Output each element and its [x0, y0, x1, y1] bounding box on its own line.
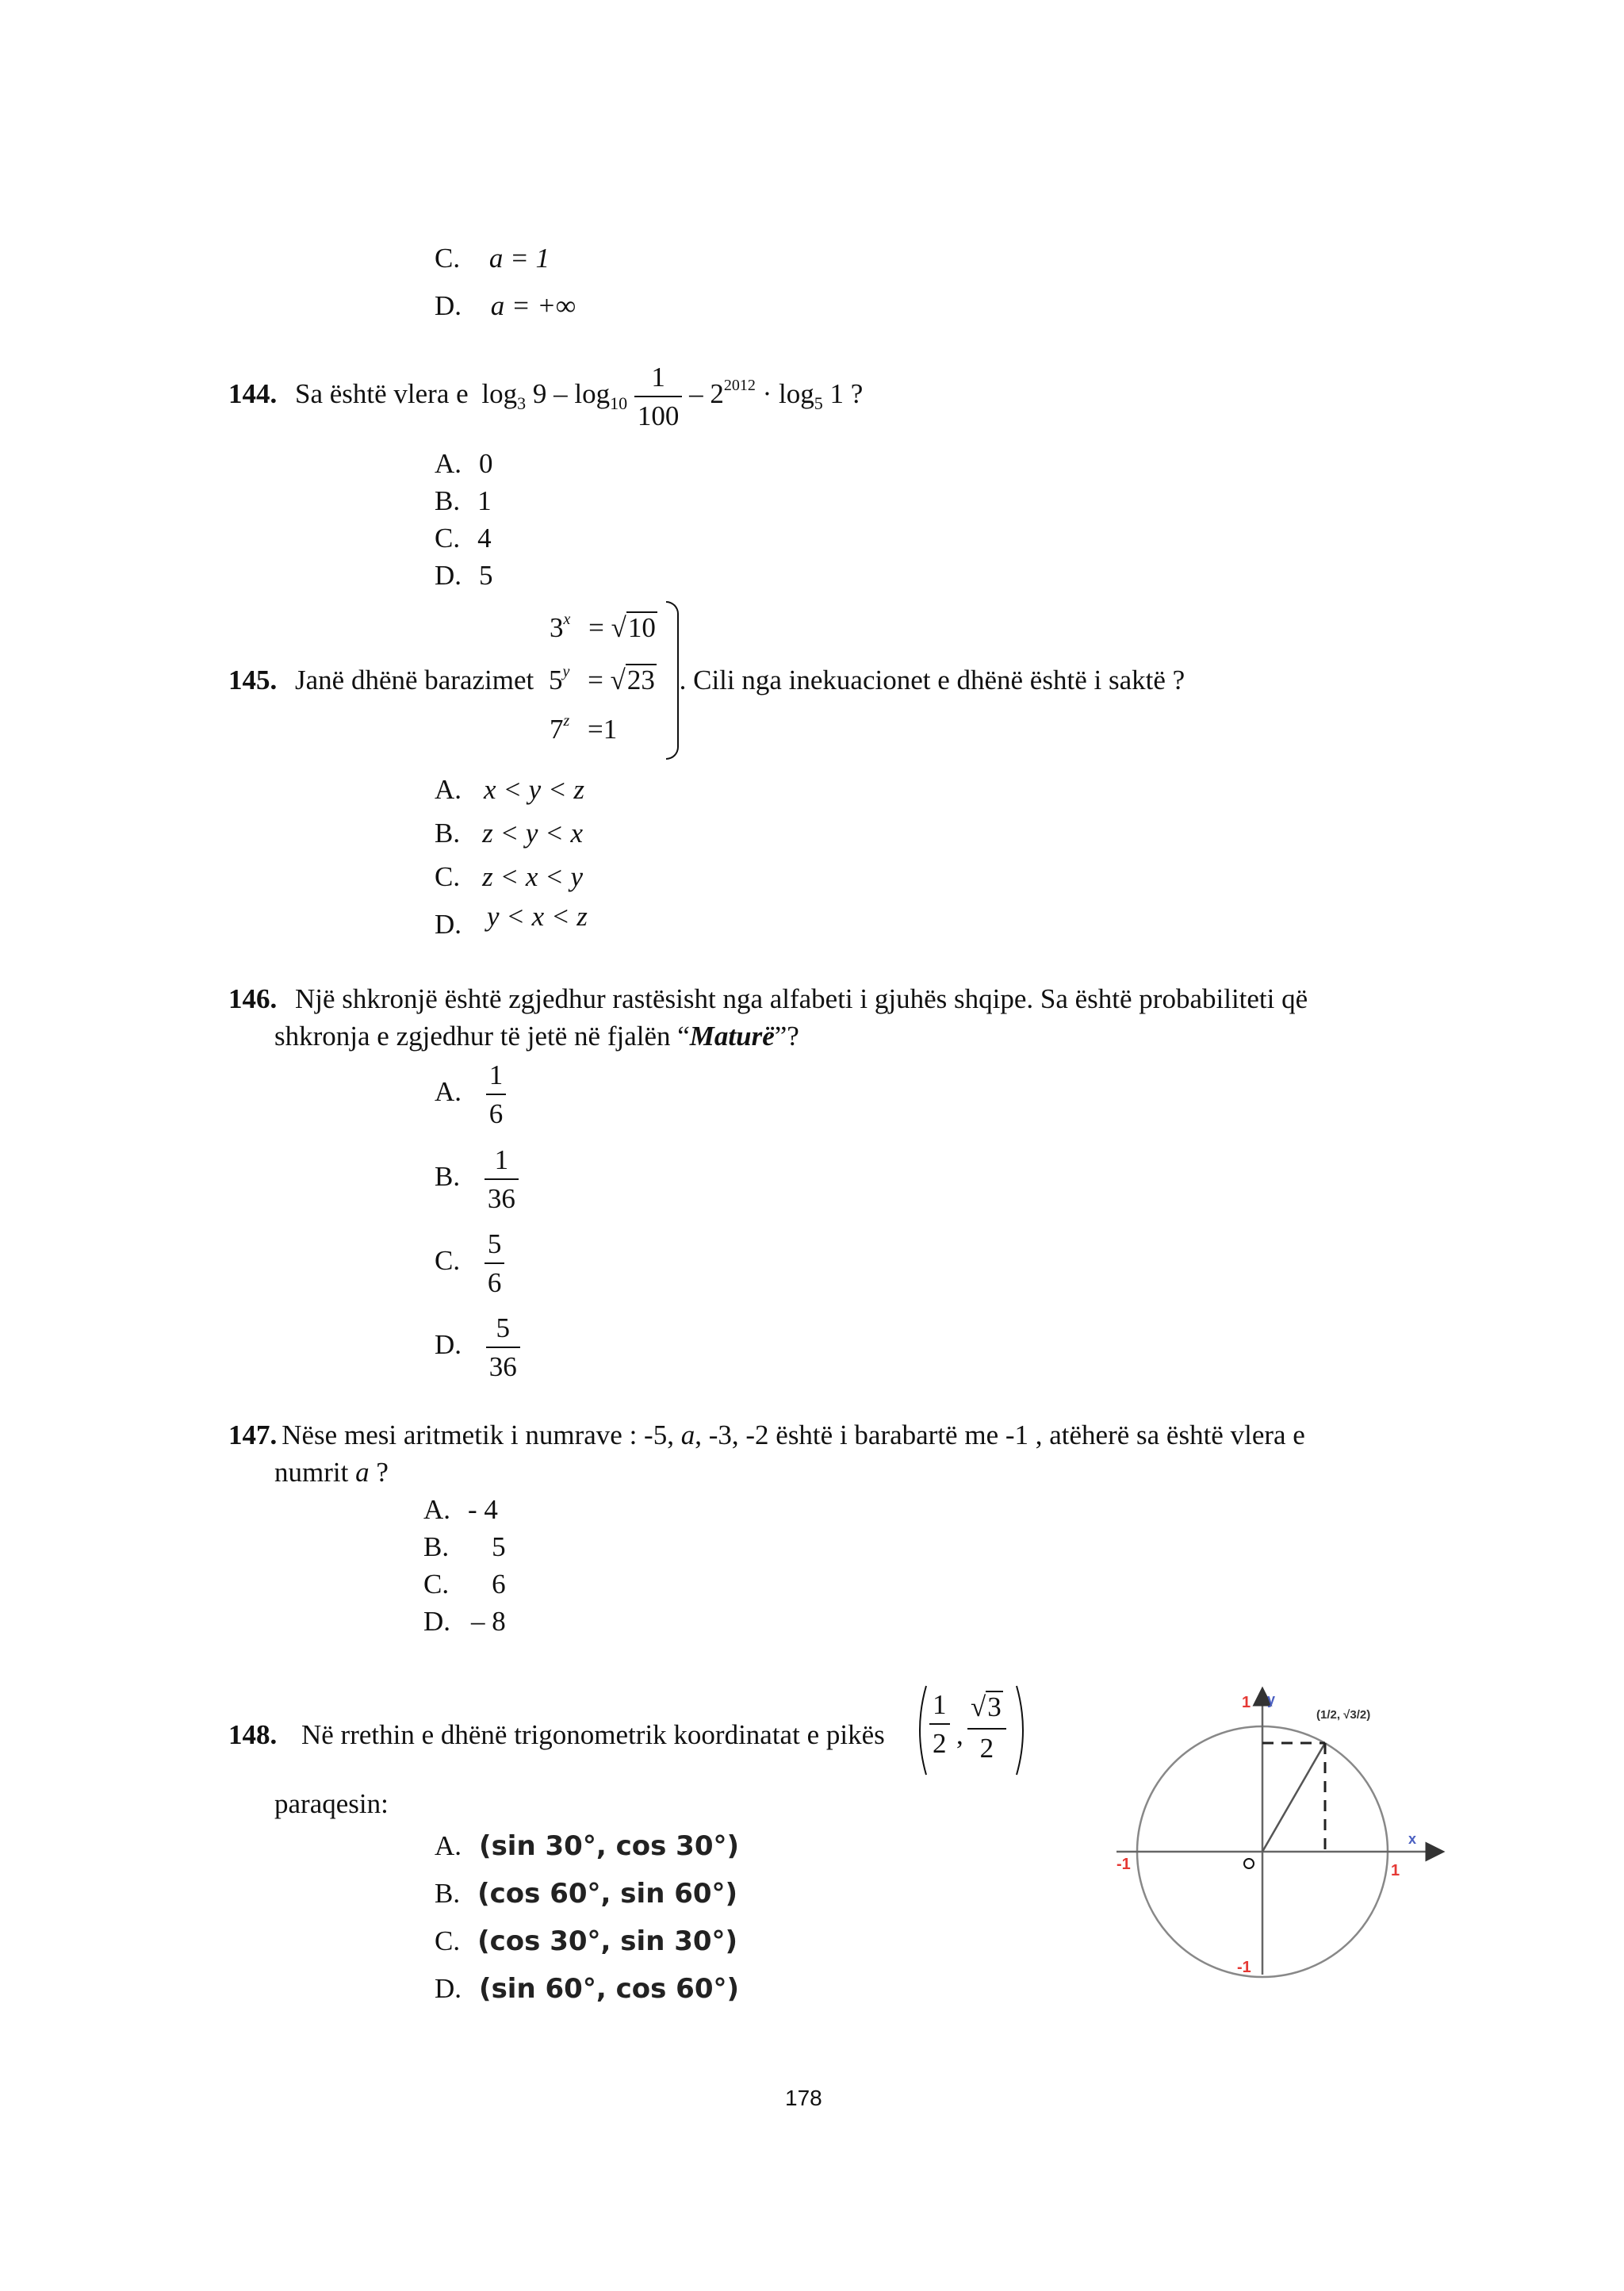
q146-option-a	[435, 1061, 506, 1128]
option-label: B.	[435, 1161, 461, 1193]
q145-option-d	[435, 909, 462, 941]
option-value: 5	[492, 1531, 506, 1562]
option-label: C.	[435, 861, 461, 892]
eq-exponent: y	[562, 663, 570, 680]
option-label: A.	[435, 1830, 462, 1861]
q148-option-c	[435, 1925, 737, 1957]
fraction	[967, 1691, 1006, 1762]
q144-option-a	[435, 448, 493, 480]
option-value: a = +∞	[490, 290, 576, 321]
fraction-numerator: 5	[487, 1228, 502, 1259]
q145-equation-3	[550, 712, 617, 745]
question-text: Një shkronjë është zgjedhur rastësisht nga alfabeti i gjuhës shqipe. Sa është probabiliteti që	[295, 983, 1308, 1014]
option-value: 0	[479, 448, 493, 479]
log-base: 5	[814, 393, 823, 414]
option-value: (sin 30°, cos 30°)	[479, 1830, 740, 1862]
q145-equation-2: 5$^y$ = √23	[548, 663, 655, 695]
question-text: Nëse mesi aritmetik i numrave : -5,	[282, 1419, 681, 1450]
fraction	[486, 1061, 507, 1128]
fraction-denominator: 2	[929, 1723, 950, 1757]
log-base: 3	[517, 393, 527, 414]
fraction-numerator: 1	[494, 1144, 509, 1175]
log-word: log	[481, 378, 518, 410]
right-label: 1	[1391, 1862, 1400, 1879]
question-number: 144.	[228, 378, 278, 410]
option-value: z < y < x	[482, 818, 584, 849]
fraction-numerator: √3	[971, 1691, 1002, 1722]
option-label: D.	[435, 1329, 462, 1361]
point-label: (1/2, √3/2)	[1316, 1708, 1371, 1722]
fraction-numerator: 1	[488, 1059, 504, 1090]
q148-option-a	[435, 1830, 739, 1862]
fraction-denominator: 36	[486, 1347, 520, 1381]
option-label: B.	[435, 818, 461, 849]
q145-option-d-value	[487, 901, 588, 933]
question-text: . Cili nga inekuacionet e dhënë është i saktë ?	[679, 665, 1185, 695]
q146-option-b	[435, 1146, 519, 1213]
log-base: 10	[610, 393, 628, 414]
q148-question	[228, 1719, 885, 1751]
option-label: A.	[435, 774, 462, 805]
question-number: 147.	[228, 1419, 278, 1450]
option-value: a = 1	[488, 243, 550, 274]
q147-option-b	[423, 1531, 506, 1563]
variable: a	[680, 1419, 695, 1450]
exponent: 2012	[723, 377, 756, 395]
left-label: -1	[1116, 1856, 1131, 1873]
sqrt-radicand: 10	[627, 612, 656, 643]
highlighted-word: Maturë	[689, 1021, 775, 1052]
q146-question-line2	[274, 1021, 799, 1052]
fraction-numerator: 1	[651, 362, 665, 393]
option-value: z < x < y	[482, 861, 584, 892]
question-text: ”?	[774, 1021, 799, 1052]
option-label: A.	[435, 1076, 462, 1108]
sqrt-radicand: 23	[626, 665, 655, 695]
question-text: , -3, -2 është i barabartë me -1 , atëherë sa është vlera e	[695, 1419, 1305, 1450]
option-label: D.	[435, 1973, 462, 2004]
eq-base: 5	[548, 665, 563, 695]
fraction-numerator: 1	[933, 1689, 947, 1720]
q147-option-d	[423, 1606, 506, 1638]
option-value: 5	[479, 560, 493, 591]
x-axis-label: x	[1408, 1831, 1417, 1847]
fraction-denominator: 100	[634, 396, 683, 430]
radius-line	[1262, 1743, 1325, 1852]
option-label: B.	[435, 1878, 461, 1909]
y-axis-label: y	[1267, 1691, 1276, 1707]
fraction-numerator: 5	[496, 1312, 511, 1343]
q145-option-a	[435, 774, 584, 806]
q147-option-a	[423, 1494, 498, 1526]
page-number	[785, 2086, 822, 2111]
option-value: (sin 60°, cos 60°)	[479, 1973, 740, 2005]
option-value: y < x < z	[487, 901, 588, 932]
option-label: A.	[423, 1494, 451, 1525]
question-text: paraqesin:	[274, 1788, 389, 1819]
eq-exponent: z	[563, 712, 570, 730]
q145-equation-1: 3$^x$ = √10	[550, 611, 656, 643]
fraction	[634, 363, 683, 430]
fraction-denominator: 2	[967, 1728, 1006, 1762]
page-number-text: 178	[785, 2086, 822, 2110]
log-word: log	[779, 378, 814, 410]
question-text: ?	[369, 1457, 389, 1488]
q144-option-b	[435, 485, 492, 517]
unit-circle-diagram	[1102, 1685, 1451, 1986]
option-label: B.	[423, 1531, 450, 1562]
option-label: C.	[423, 1569, 450, 1599]
comma: ,	[956, 1719, 963, 1750]
log-arg: 9	[532, 378, 547, 410]
q143-option-d	[435, 290, 576, 322]
log-word: log	[574, 378, 611, 410]
option-value: 6	[492, 1569, 506, 1599]
fraction	[486, 1314, 520, 1381]
eq-sign: =	[588, 665, 603, 695]
question-number: 145.	[228, 665, 278, 695]
question-number: 146.	[228, 983, 278, 1014]
q147-question	[228, 1419, 1305, 1451]
eq-rhs: =1	[588, 714, 618, 745]
q144-option-d	[435, 560, 493, 592]
option-label: D.	[435, 909, 462, 940]
eq-base: 3	[550, 612, 564, 643]
sqrt-radicand: 3	[987, 1691, 1002, 1722]
fraction-denominator: 6	[485, 1262, 505, 1297]
variable: a	[355, 1457, 370, 1488]
q148-option-b	[435, 1878, 737, 1910]
option-label: A.	[435, 448, 462, 479]
option-label: C.	[435, 1245, 461, 1277]
option-value: - 4	[468, 1494, 498, 1525]
question-number: 148.	[228, 1719, 278, 1750]
option-value: (cos 60°, sin 60°)	[477, 1878, 738, 1910]
q148-option-d	[435, 1973, 739, 2005]
q146-question	[228, 983, 1308, 1015]
q145-option-b	[435, 818, 583, 849]
question-text: Në rrethin e dhënë trigonometrik koordinatat e pikës	[301, 1719, 885, 1750]
option-label: D.	[435, 560, 462, 591]
option-label: D.	[435, 290, 462, 321]
top-label: 1	[1242, 1694, 1251, 1711]
q146-option-c	[435, 1230, 504, 1297]
q143-option-c	[435, 243, 550, 274]
bottom-label: -1	[1237, 1959, 1251, 1976]
q146-option-d	[435, 1314, 520, 1381]
q147-option-c	[423, 1569, 506, 1600]
question-intro: Janë dhënë barazimet	[295, 665, 534, 695]
q145-question	[228, 663, 1185, 696]
fraction-denominator: 6	[486, 1094, 507, 1128]
fraction	[485, 1230, 505, 1297]
fraction	[929, 1691, 950, 1757]
minus-sign: –	[553, 378, 568, 410]
option-value: x < y < z	[484, 774, 584, 805]
q144-option-c	[435, 523, 492, 554]
minus-two: – 2	[689, 378, 724, 410]
log-expression	[481, 362, 864, 431]
question-text: Sa është vlera e	[295, 378, 469, 410]
fraction	[485, 1146, 519, 1213]
eq-base: 7	[550, 714, 564, 745]
fraction-denominator: 36	[485, 1178, 519, 1213]
eq-exponent: x	[563, 611, 571, 628]
q148-tail	[274, 1788, 389, 1820]
q144-question	[228, 363, 863, 430]
question-mark: ?	[850, 378, 864, 410]
dot-operator: ·	[762, 378, 772, 410]
question-text: numrit	[274, 1457, 356, 1488]
origin-marker	[1244, 1859, 1254, 1868]
option-value: (cos 30°, sin 30°)	[477, 1925, 738, 1957]
option-label: D.	[423, 1606, 451, 1637]
question-text: shkronja e zgjedhur të jetë në fjalën “	[274, 1021, 690, 1052]
option-value: – 8	[471, 1606, 506, 1637]
option-label: B.	[435, 485, 461, 516]
option-value: 4	[477, 523, 492, 554]
q147-question-line2	[274, 1457, 389, 1488]
log-arg: 1	[829, 378, 845, 410]
right-brace	[666, 601, 679, 760]
eq-sign: =	[588, 612, 604, 643]
option-label: C.	[435, 523, 461, 554]
q145-option-c	[435, 861, 583, 893]
option-label: C.	[435, 1925, 461, 1956]
option-label: C.	[435, 243, 461, 274]
option-value: 1	[477, 485, 492, 516]
